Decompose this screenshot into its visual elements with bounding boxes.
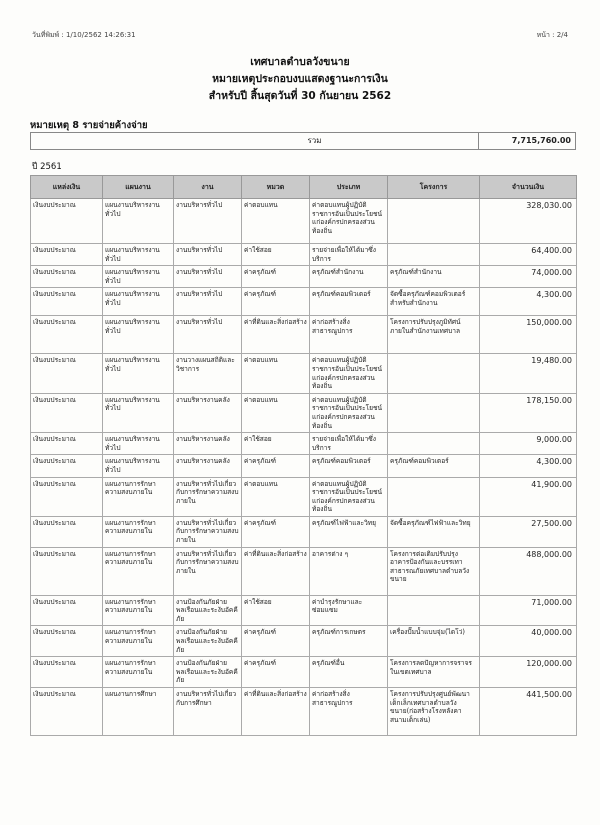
table-cell: แผนงานการรักษาความสงบภายใน xyxy=(103,516,174,547)
table-row xyxy=(31,393,577,432)
table-row xyxy=(31,288,577,316)
column-header: หมวด xyxy=(242,176,310,199)
table-cell: เงินงบประมาณ xyxy=(31,244,103,266)
table-cell: โครงการต่อเติมปรับปรุงอาคารป้องกันและบรรเทาสาธารณภัยเทศบาลตำบลวังขนาย xyxy=(388,547,480,595)
column-header: ประเภท xyxy=(310,176,388,199)
table-cell: แผนงานการศึกษา xyxy=(103,688,174,736)
table-cell: เงินงบประมาณ xyxy=(31,688,103,736)
column-header: โครงการ xyxy=(388,176,480,199)
amount-cell: 4,300.00 xyxy=(480,288,577,316)
table-row xyxy=(31,516,577,547)
table-cell: ครุภัณฑ์สำนักงาน xyxy=(310,266,388,288)
column-header: แผนงาน xyxy=(103,176,174,199)
amount-cell: 328,030.00 xyxy=(480,199,577,244)
table-row xyxy=(31,455,577,477)
table-cell xyxy=(388,433,480,455)
table-row xyxy=(31,547,577,595)
table-cell: งานบริหารทั่วไป xyxy=(174,244,242,266)
table-cell: เงินงบประมาณ xyxy=(31,316,103,354)
amount-cell: 71,000.00 xyxy=(480,595,577,626)
amount-cell: 488,000.00 xyxy=(480,547,577,595)
table-cell: ครุภัณฑ์สำนักงาน xyxy=(388,266,480,288)
table-cell: งานป้องกันภัยฝ่ายพลเรือนและระงับอัคคีภัย xyxy=(174,595,242,626)
table-cell: เงินงบประมาณ xyxy=(31,477,103,516)
amount-cell: 178,150.00 xyxy=(480,393,577,432)
table-body xyxy=(31,199,577,736)
table-cell: แผนงานบริหารงานทั่วไป xyxy=(103,393,174,432)
table-cell: ค่าครุภัณฑ์ xyxy=(242,266,310,288)
table-row xyxy=(31,266,577,288)
table-cell: จัดซื้อครุภัณฑ์คอมพิวเตอร์ สำหรับสำนักงาน xyxy=(388,288,480,316)
table-cell: แผนงานบริหารงานทั่วไป xyxy=(103,455,174,477)
amount-cell: 150,000.00 xyxy=(480,316,577,354)
table-cell: แผนงานบริหารงานทั่วไป xyxy=(103,433,174,455)
table-cell: ค่าตอบแทน xyxy=(242,354,310,393)
report-period: สำหรับปี สิ้นสุดวันที่ 30 กันยายน 2562 xyxy=(208,90,392,102)
table-cell: แผนงานบริหารงานทั่วไป xyxy=(103,244,174,266)
table-header-row xyxy=(31,176,577,199)
table-cell: งานบริหารทั่วไปเกี่ยวกับการรักษาความสงบภายใน xyxy=(174,547,242,595)
table-cell: แผนงานการรักษาความสงบภายใน xyxy=(103,595,174,626)
table-cell: งานบริหารงานคลัง xyxy=(174,393,242,432)
table-cell: ครุภัณฑ์ไฟฟ้าและวิทยุ xyxy=(310,516,388,547)
table-cell: แผนงานการรักษาความสงบภายใน xyxy=(103,657,174,688)
table-cell: ค่าครุภัณฑ์ xyxy=(242,288,310,316)
table-row xyxy=(31,688,577,736)
amount-cell: 27,500.00 xyxy=(480,516,577,547)
table-cell: ค่าครุภัณฑ์ xyxy=(242,657,310,688)
table-row xyxy=(31,626,577,657)
table-cell: งานป้องกันภัยฝ่ายพลเรือนและระงับอัคคีภัย xyxy=(174,657,242,688)
table-cell: งานป้องกันภัยฝ่ายพลเรือนและระงับอัคคีภัย xyxy=(174,626,242,657)
summary-total-amount: 7,715,760.00 xyxy=(511,136,571,145)
table-cell: ค่าครุภัณฑ์ xyxy=(242,516,310,547)
table-row xyxy=(31,199,577,244)
table-cell: ค่าตอบแทนผู้ปฏิบัติราชการอันเป็นประโยชน์แก่องค์กรปกครองส่วนท้องถิ่น xyxy=(310,393,388,432)
table-cell: ครุภัณฑ์คอมพิวเตอร์ xyxy=(310,288,388,316)
table-row xyxy=(31,433,577,455)
table-cell: ค่าตอบแทนผู้ปฏิบัติราชการอันเป็นประโยชน์แก่องค์กรปกครองส่วนท้องถิ่น xyxy=(310,354,388,393)
table-cell: ค่าตอบแทนผู้ปฏิบัติราชการอันเป็นประโยชน์แก่องค์กรปกครองส่วนท้องถิ่น xyxy=(310,199,388,244)
table-cell: ค่าก่อสร้างสิ่งสาธารณูปการ xyxy=(310,688,388,736)
table-row xyxy=(31,595,577,626)
table-row xyxy=(31,657,577,688)
amount-cell: 74,000.00 xyxy=(480,266,577,288)
table-cell: ค่าที่ดินและสิ่งก่อสร้าง xyxy=(242,688,310,736)
table-cell: เงินงบประมาณ xyxy=(31,516,103,547)
fiscal-year-label: ปี 2561 xyxy=(32,162,62,172)
table-cell: รายจ่ายเพื่อให้ได้มาซึ่งบริการ xyxy=(310,433,388,455)
table-cell: โครงการปรับปรุงภูมิทัศน์ภายในสำนักงานเทศบาล xyxy=(388,316,480,354)
table-cell: ค่าตอบแทน xyxy=(242,393,310,432)
table-row xyxy=(31,316,577,354)
table-cell: แผนงานบริหารงานทั่วไป xyxy=(103,199,174,244)
table-cell: แผนงานการรักษาความสงบภายใน xyxy=(103,547,174,595)
table-cell: ค่าตอบแทน xyxy=(242,477,310,516)
table-cell: ค่าใช้สอย xyxy=(242,244,310,266)
table-cell: เงินงบประมาณ xyxy=(31,595,103,626)
table-cell: ครุภัณฑ์การเกษตร xyxy=(310,626,388,657)
table-cell: แผนงานบริหารงานทั่วไป xyxy=(103,266,174,288)
table-cell: งานบริหารงานคลัง xyxy=(174,455,242,477)
table-cell: จัดซื้อครุภัณฑ์ไฟฟ้าและวิทยุ xyxy=(388,516,480,547)
table-cell: ครุภัณฑ์คอมพิวเตอร์ xyxy=(388,455,480,477)
table-cell: อาคารต่าง ๆ xyxy=(310,547,388,595)
amount-cell: 41,900.00 xyxy=(480,477,577,516)
table-cell: รายจ่ายเพื่อให้ได้มาซึ่งบริการ xyxy=(310,244,388,266)
table-cell: งานบริหารทั่วไปเกี่ยวกับการศึกษา xyxy=(174,688,242,736)
table-cell: ค่าที่ดินและสิ่งก่อสร้าง xyxy=(242,547,310,595)
summary-total-row xyxy=(30,132,576,150)
table-cell xyxy=(388,595,480,626)
table-cell: ค่าก่อสร้างสิ่งสาธารณูปการ xyxy=(310,316,388,354)
table-cell: ครุภัณฑ์คอมพิวเตอร์ xyxy=(310,455,388,477)
table-cell: แผนงานบริหารงานทั่วไป xyxy=(103,316,174,354)
page-number: หน้า : 2/4 xyxy=(536,31,568,39)
table-cell: เงินงบประมาณ xyxy=(31,266,103,288)
table-cell: แผนงานบริหารงานทั่วไป xyxy=(103,354,174,393)
table-cell xyxy=(388,393,480,432)
column-header: งาน xyxy=(174,176,242,199)
amount-cell: 19,480.00 xyxy=(480,354,577,393)
table-cell xyxy=(388,354,480,393)
table-row xyxy=(31,244,577,266)
table-cell: ค่าที่ดินและสิ่งก่อสร้าง xyxy=(242,316,310,354)
table-cell: เงินงบประมาณ xyxy=(31,393,103,432)
table-cell: เงินงบประมาณ xyxy=(31,657,103,688)
table-cell: โครงการปรับปรุงศูนย์พัฒนาเด็กเล็กเทศบาลตำบลวังขนาย(ก่อสร้างโรงหลังคาสนามเด็กเล่น) xyxy=(388,688,480,736)
summary-total-label: รวม xyxy=(31,133,479,149)
table-cell: ค่าครุภัณฑ์ xyxy=(242,455,310,477)
amount-cell: 40,000.00 xyxy=(480,626,577,657)
table-cell: งานบริหารทั่วไป xyxy=(174,316,242,354)
organization-name: เทศบาลตำบลวังขนาย xyxy=(250,56,350,68)
table-row xyxy=(31,477,577,516)
table-cell: งานวางแผนสถิติและวิชาการ xyxy=(174,354,242,393)
document-title-block xyxy=(0,54,600,105)
accrued-expenses-table xyxy=(30,175,577,736)
table-cell xyxy=(388,477,480,516)
table-cell: แผนงานการรักษาความสงบภายใน xyxy=(103,626,174,657)
table-cell: แผนงานการรักษาความสงบภายใน xyxy=(103,477,174,516)
table-cell: ครุภัณฑ์อื่น xyxy=(310,657,388,688)
table-cell xyxy=(388,199,480,244)
table-cell xyxy=(388,244,480,266)
amount-cell: 64,400.00 xyxy=(480,244,577,266)
table-cell: ค่าใช้สอย xyxy=(242,433,310,455)
table-cell: ค่าครุภัณฑ์ xyxy=(242,626,310,657)
table-cell: งานบริหารทั่วไป xyxy=(174,288,242,316)
table-row xyxy=(31,354,577,393)
table-cell: งานบริหารทั่วไป xyxy=(174,199,242,244)
table-cell: เงินงบประมาณ xyxy=(31,433,103,455)
table-cell: เงินงบประมาณ xyxy=(31,547,103,595)
amount-cell: 9,000.00 xyxy=(480,433,577,455)
document-title: หมายเหตุประกอบงบแสดงฐานะการเงิน xyxy=(212,73,388,85)
table-cell: ค่าตอบแทน xyxy=(242,199,310,244)
table-cell: เงินงบประมาณ xyxy=(31,288,103,316)
table-cell: เครื่องปั๊มน้ำแบบจุ่ม(ไดโว่) xyxy=(388,626,480,657)
table-cell: โครงการลดปัญหาการจราจรในเขตเทศบาล xyxy=(388,657,480,688)
column-header: แหล่งเงิน xyxy=(31,176,103,199)
table-cell: ค่าตอบแทนผู้ปฏิบัติราชการอันเป็นประโยชน์แก่องค์กรปกครองส่วนท้องถิ่น xyxy=(310,477,388,516)
print-timestamp: วันที่พิมพ์ : 1/10/2562 14:26:31 xyxy=(32,31,136,39)
table-cell: งานบริหารงานคลัง xyxy=(174,433,242,455)
table-cell: งานบริหารทั่วไปเกี่ยวกับการรักษาความสงบภายใน xyxy=(174,516,242,547)
table-cell: เงินงบประมาณ xyxy=(31,455,103,477)
table-cell: แผนงานบริหารงานทั่วไป xyxy=(103,288,174,316)
table-cell: เงินงบประมาณ xyxy=(31,626,103,657)
column-header: จำนวนเงิน xyxy=(480,176,577,199)
amount-cell: 441,500.00 xyxy=(480,688,577,736)
table-cell: ค่าใช้สอย xyxy=(242,595,310,626)
amount-cell: 120,000.00 xyxy=(480,657,577,688)
note-title: หมายเหตุ 8 รายจ่ายค้างจ่าย xyxy=(30,120,148,131)
table-cell: ค่าบำรุงรักษาและซ่อมแซม xyxy=(310,595,388,626)
table-cell: เงินงบประมาณ xyxy=(31,354,103,393)
table-cell: งานบริหารทั่วไปเกี่ยวกับการรักษาความสงบภายใน xyxy=(174,477,242,516)
amount-cell: 4,300.00 xyxy=(480,455,577,477)
table-cell: เงินงบประมาณ xyxy=(31,199,103,244)
table-cell: งานบริหารทั่วไป xyxy=(174,266,242,288)
